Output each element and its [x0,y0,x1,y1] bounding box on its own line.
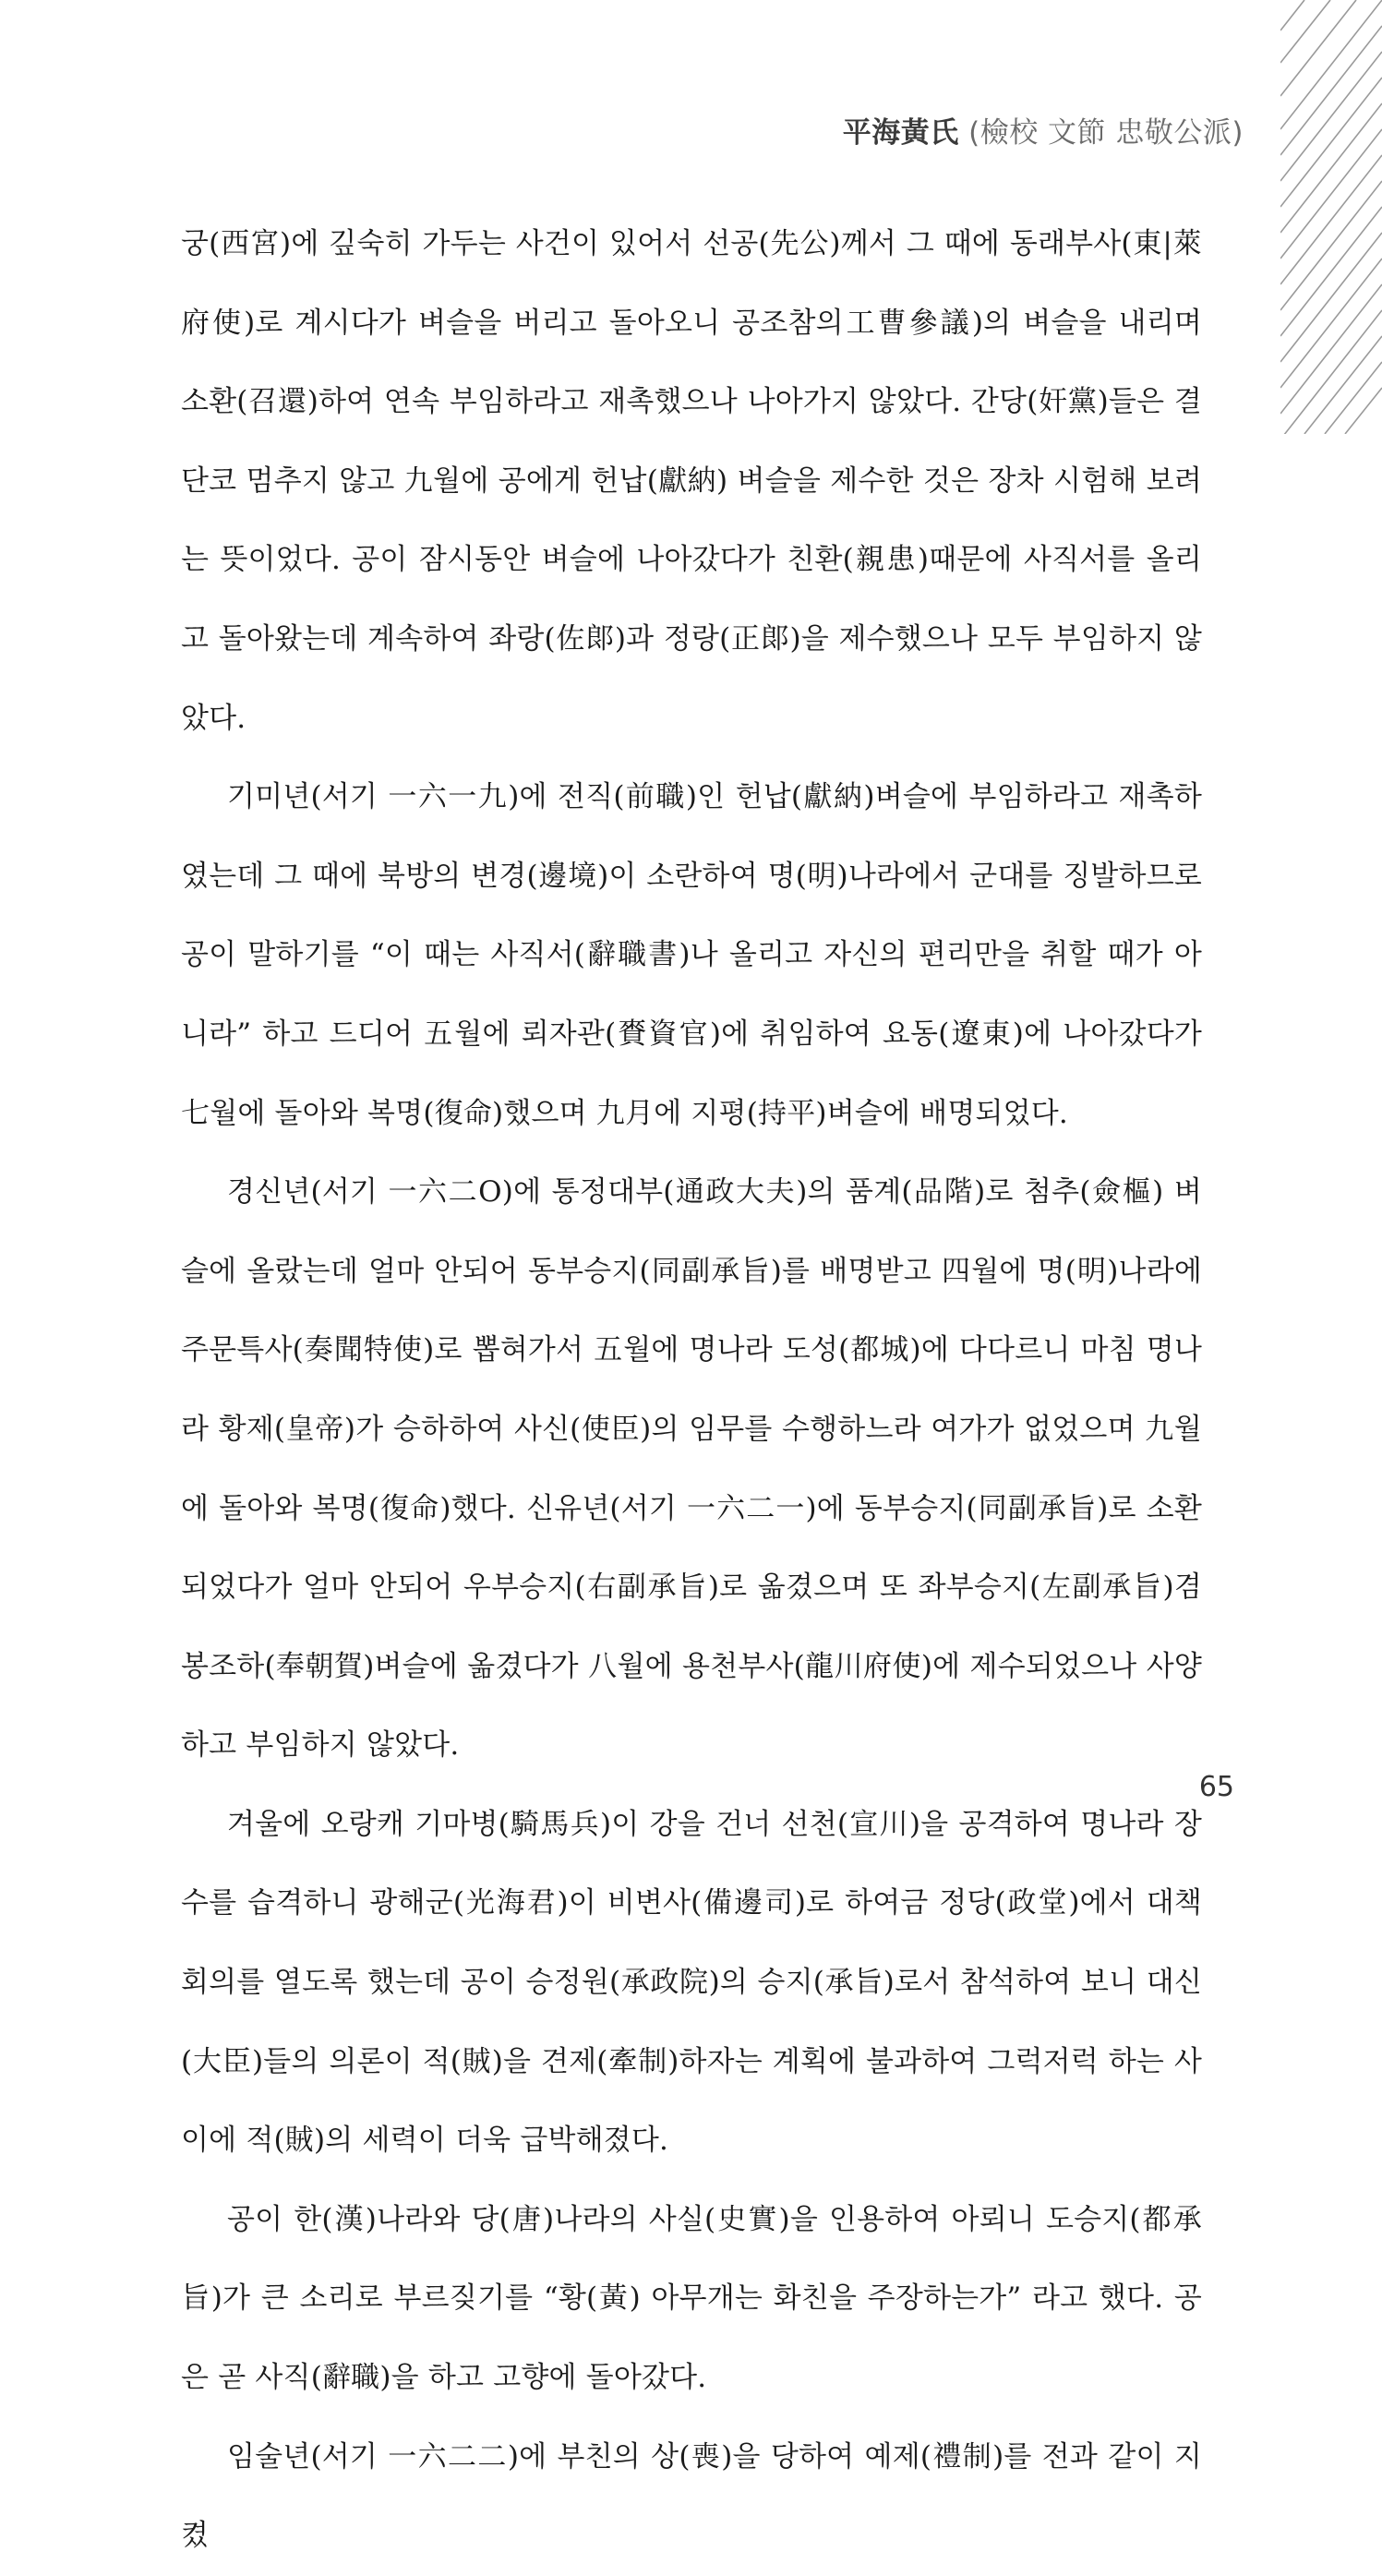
paragraph-5: 공이 한(漢)나라와 당(唐)나라의 사실(史實)을 인용하여 아뢰니 도승지(都承旨)가 큰 소리로 부르짖기를 “황(黃) 아무개는 화친을 주장하는가” 라고 했다. 공은 곧 사직(辭職)을 하고 고향에 돌아갔다. [181,2202,1202,2395]
running-header [843,109,1244,150]
paragraph-1: 궁(西宮)에 깊숙히 가두는 사건이 있어서 선공(先公)께서 그 때에 동래부사(東|萊府使)로 계시다가 벼슬을 버리고 돌아오니 공조참의工曹參議)의 벼슬을 내리며 소환(召還)하여 연속 부임하라고 재촉했으나 나아가지 않았다. 간당(奸黨)들은 결단코 멈추지 않고 九월에 공에게 헌납(獻納) 벼슬을 제수한 것은 장차 시험해 보려는 뜻이었다. 공이 잠시동안 벼슬에 나아갔다가 친환(親患)때문에 사직서를 올리고 돌아왔는데 계속하여 좌랑(佐郞)과 정랑(正郞)을 제수했으나 모두 부임하지 않았다. [181,227,1202,735]
page-number: 65 [1198,1771,1234,1803]
header-title-main: 平海黃氏 [842,116,959,150]
paragraph-3: 경신년(서기 一六二O)에 통정대부(通政大夫)의 품계(品階)로 첨추(僉樞) 벼슬에 올랐는데 얼마 안되어 동부승지(同副承旨)를 배명받고 四월에 명(明)나라에 주문특사(奏聞特使)로 뽑혀가서 五월에 명나라 도성(都城)에 다다르니 마침 명나라 황제(皇帝)가 승하하여 사신(使臣)의 임무를 수행하느라 여가가 없었으며 九월에 돌아와 복명(復命)했다. 신유년(서기 一六二一)에 동부승지(同副承旨)로 소환되었다가 얼마 안되어 우부승지(右副承旨)로 옮겼으며 또 좌부승지(左副承旨)겸 봉조하(奉朝賀)벼슬에 옮겼다가 八월에 용천부사(龍川府使)에 제수되었으나 사양하고 부임하지 않았다. [181,1175,1202,1763]
paragraph-6: 임술년(서기 一六二二)에 부친의 상(喪)을 당하여 예제(禮制)를 전과 같이 지켰 [181,2439,1202,2553]
corner-hatch-decoration [1280,0,1382,434]
header-title-sub: (檢校 文節 忠敬公派) [968,116,1244,150]
paragraph-4: 겨울에 오랑캐 기마병(騎馬兵)이 강을 건너 선천(宣川)을 공격하여 명나라 장수를 습격하니 광해군(光海君)이 비변사(備邊司)로 하여금 정당(政堂)에서 대책회의를 열도록 했는데 공이 승정원(承政院)의 승지(承旨)로서 참석하여 보니 대신(大臣)들의 의론이 적(賊)을 견제(牽制)하자는 계획에 불과하여 그럭저럭 하는 사이에 적(賊)의 세력이 더욱 급박해졌다. [181,1807,1202,2158]
paragraph-2: 기미년(서기 一六一九)에 전직(前職)인 헌납(獻納)벼슬에 부임하라고 재촉하였는데 그 때에 북방의 변경(邊境)이 소란하여 명(明)나라에서 군대를 징발하므로 공이 말하기를 “이 때는 사직서(辭職書)나 올리고 자신의 편리만을 취할 때가 아니라” 하고 드디어 五월에 뢰자관(賚資官)에 취임하여 요동(遼東)에 나아갔다가 七월에 돌아와 복명(復命)했으며 九月에 지평(持平)벼슬에 배명되었다. [181,780,1202,1130]
body-text [181,205,1202,2576]
